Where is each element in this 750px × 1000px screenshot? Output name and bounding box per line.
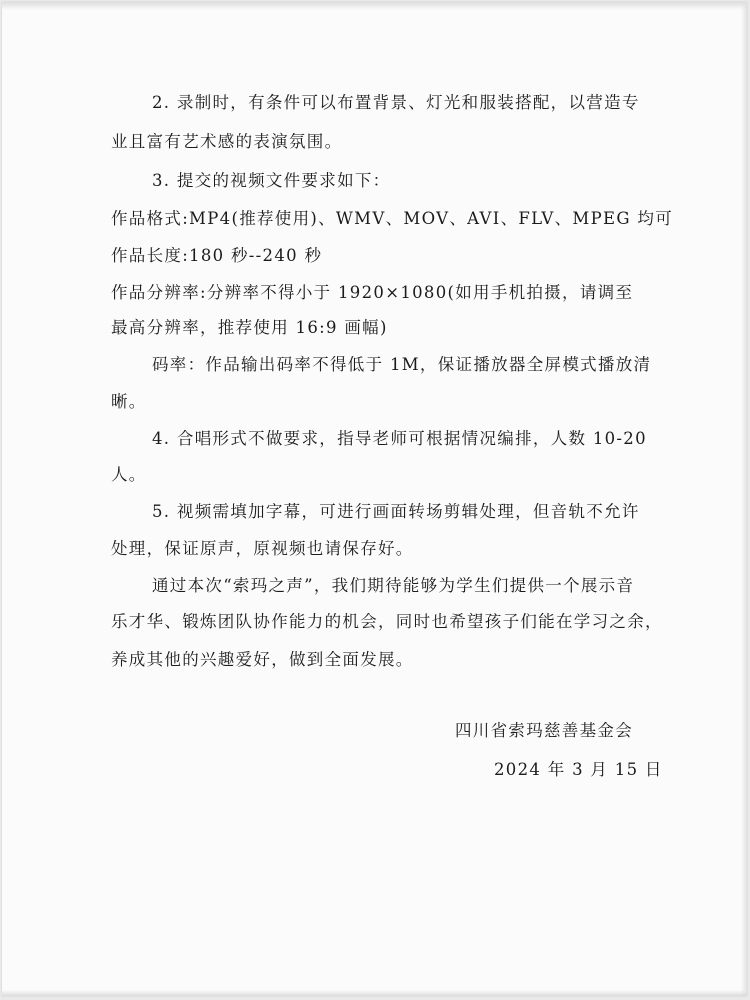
paragraph-closing-line-1: 通过本次“索玛之声”，我们期待能够为学生们提供一个展示音 <box>152 576 635 595</box>
paragraph-closing-line-2: 乐才华、锻炼团队协作能力的机会，同时也希望孩子们能在学习之余， <box>111 612 663 631</box>
scan-edge-top <box>2 2 747 10</box>
signature-date: 2024 年 3 月 15 日 <box>494 760 663 779</box>
paragraph-bitrate-line-2: 晰。 <box>111 392 147 411</box>
signature-organization: 四川省索玛慈善基金会 <box>455 721 633 740</box>
scan-edge-bottom <box>2 990 747 996</box>
paragraph-item-5-line-2: 处理，保证原声，原视频也请保存好。 <box>111 539 414 558</box>
paragraph-closing-line-3: 养成其他的兴趣爱好，做到全面发展。 <box>111 650 414 669</box>
paragraph-item-2-line-1: 2. 录制时，有条件可以布置背景、灯光和服装搭配，以营造专 <box>152 93 640 112</box>
paragraph-resolution-line-2: 最高分辨率，推荐使用 16:9 画幅) <box>111 318 388 337</box>
document-page <box>2 2 747 996</box>
paragraph-item-5-line-1: 5. 视频需填加字幕，可进行画面转场剪辑处理，但音轨不允许 <box>152 502 640 521</box>
paragraph-item-3: 3. 提交的视频文件要求如下： <box>152 171 391 190</box>
paragraph-item-4-line-1: 4. 合唱形式不做要求，指导老师可根据情况编排，人数 10-20 <box>152 429 647 448</box>
paragraph-format: 作品格式:MP4(推荐使用)、WMV、MOV、AVI、FLV、MPEG 均可 <box>111 209 674 228</box>
paragraph-bitrate-line-1: 码率：作品输出码率不得低于 1M，保证播放器全屏模式播放清 <box>152 355 652 374</box>
paragraph-item-4-line-2: 人。 <box>111 465 147 484</box>
paragraph-length: 作品长度:180 秒--240 秒 <box>111 246 323 265</box>
paragraph-item-2-line-2: 业且富有艺术感的表演氛围。 <box>111 132 343 151</box>
scan-edge-right <box>741 2 747 996</box>
paragraph-resolution-line-1: 作品分辨率:分辨率不得小于 1920×1080(如用手机拍摄，请调至 <box>111 283 634 302</box>
